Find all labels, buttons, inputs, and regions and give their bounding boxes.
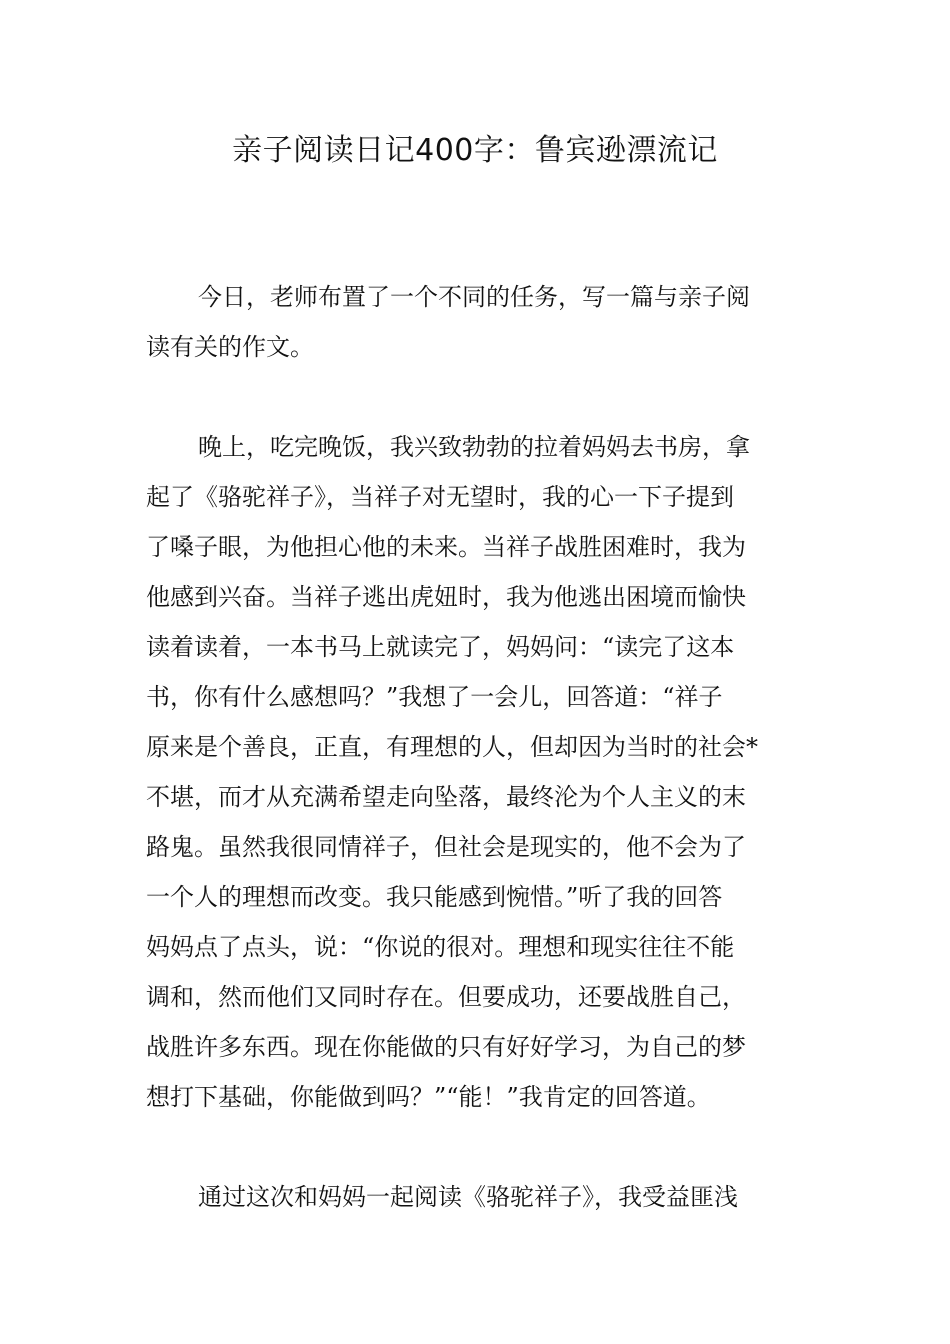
paragraph-line: 今日，老师布置了一个不同的任务，写一篇与亲子阅 [198,283,750,311]
paragraph-line: 晚上，吃完晚饭，我兴致勃勃的拉着妈妈去书房，拿 [198,433,750,461]
paragraph-line: 一个人的理想而改变。我只能感到惋惜。”听了我的回答 [146,883,723,911]
paragraph-line: 读着读着，一本书马上就读完了，妈妈问：“读完了这本 [146,633,735,661]
paragraph-line: 想打下基础，你能做到吗？”“能！”我肯定的回答道。 [146,1083,711,1111]
paragraph-line: 通过这次和妈妈一起阅读《骆驼祥子》，我受益匪浅 [198,1183,738,1211]
paragraph-1 [146,272,806,372]
paragraph-line: 读有关的作文。 [146,333,314,361]
paragraph-line: 路鬼。虽然我很同情祥子，但社会是现实的，他不会为了 [146,833,746,861]
paragraph-3 [146,1172,806,1222]
paragraph-line: 了嗓子眼，为他担心他的未来。当祥子战胜困难时，我为 [146,533,746,561]
paragraph-line: 妈妈点了点头，说：“你说的很对。理想和现实往往不能 [146,933,735,961]
paragraph-line: 起了《骆驼祥子》，当祥子对无望时，我的心一下子提到 [146,483,734,511]
paragraph-line: 他感到兴奋。当祥子逃出虎妞时，我为他逃出困境而愉快 [146,583,746,611]
paragraph-line: 书，你有什么感想吗？”我想了一会儿，回答道：“祥子 [146,683,723,711]
paragraph-line: 战胜许多东西。现在你能做的只有好好学习，为自己的梦 [146,1033,746,1061]
paragraph-2 [146,422,806,1122]
paragraph-line: 调和，然而他们又同时存在。但要成功，还要战胜自己， [146,983,746,1011]
page-title: 亲子阅读日记400字：鲁宾逊漂流记 [232,133,718,168]
paragraph-line: 原来是个善良，正直，有理想的人，但却因为当时的社会* [146,733,758,761]
paragraph-line: 不堪，而才从充满希望走向坠落，最终沦为个人主义的末 [146,783,746,811]
